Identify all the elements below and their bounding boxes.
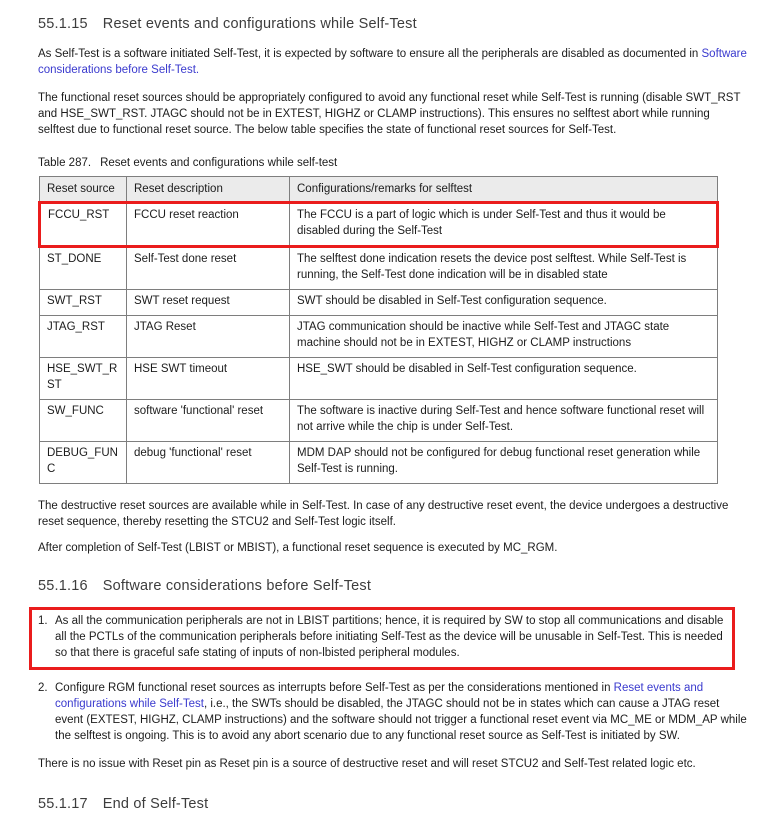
list-item-1 xyxy=(38,613,724,661)
table-row-st-done xyxy=(40,247,718,290)
cell-remarks: The software is inactive during Self-Test and hence software functional reset will not arrive while the chip is under Self-Test. xyxy=(290,400,718,442)
cell-reset-description: debug 'functional' reset xyxy=(127,442,290,484)
cell-reset-source: DEBUG_FUNC xyxy=(40,442,127,484)
list-item-2 xyxy=(38,680,750,744)
link-reset-events-and-configurations[interactable]: Reset events and configurations while Self-Test xyxy=(55,682,704,710)
cell-reset-source: HSE_SWT_RST xyxy=(40,358,127,400)
section-title: End of Self-Test xyxy=(102,796,209,812)
section-heading-55-1-15 xyxy=(38,15,747,34)
section-title: Software considerations before Self-Test xyxy=(102,578,372,594)
cell-reset-source: FCCU_RST xyxy=(40,203,127,247)
section-title: Reset events and configurations while Self-Test xyxy=(102,16,417,32)
cell-reset-description: FCCU reset reaction xyxy=(127,203,290,247)
list-item-text: As all the communication peripherals are not in LBIST partitions; hence, it is required by SW to stop all communications and disable all the PCTLs of the communication peripherals before initiating Self-Test as the device will be unusable in Self-Test. This is needed so that there is graceful safe stating of inputs of non-lbisted peripheral modules. xyxy=(55,615,724,659)
table-caption-label: Table 287. xyxy=(38,157,92,169)
list-item-number: 1. xyxy=(38,615,48,627)
list-item-text-after: , i.e., the SWTs should be disabled, the JTAGC should not be in states which can cause a JTAG reset event (EXTEST, HIGHZ, CLAMP instructions) and the software should not trigger a functional reset event via MC_ME or MDM_AP while the selftest is ongoing. This is to avoid any abort scenario due to any functional reset source as Self-Test is initiated by SW. xyxy=(55,698,747,742)
highlight-box-consideration-1 xyxy=(29,607,735,670)
table-row-swt-rst xyxy=(40,290,718,316)
cell-remarks: HSE_SWT should be disabled in Self-Test configuration sequence. xyxy=(290,358,718,400)
table-row-fccu-rst-highlight-box xyxy=(40,203,718,247)
column-header-configurations-remarks: Configurations/remarks for selftest xyxy=(290,177,718,203)
table-row-debug-func xyxy=(40,442,718,484)
cell-reset-source: JTAG_RST xyxy=(40,316,127,358)
cell-remarks: The FCCU is a part of logic which is under Self-Test and thus it would be disabled during the Self-Test xyxy=(290,203,718,247)
cell-reset-description: software 'functional' reset xyxy=(127,400,290,442)
cell-reset-description: HSE SWT timeout xyxy=(127,358,290,400)
table-caption xyxy=(38,155,747,171)
table-header-row xyxy=(40,177,718,203)
cell-reset-description: Self-Test done reset xyxy=(127,247,290,290)
cell-remarks: MDM DAP should not be configured for debug functional reset generation while Self-Test is running. xyxy=(290,442,718,484)
link-software-considerations-before-self-test[interactable]: Software considerations before Self-Test. xyxy=(38,48,747,76)
cell-remarks: SWT should be disabled in Self-Test configuration sequence. xyxy=(290,290,718,316)
paragraph-after-completion: After completion of Self-Test (LBIST or MBIST), a functional reset sequence is executed by MC_RGM. xyxy=(38,542,558,554)
section-heading-55-1-16 xyxy=(38,577,747,596)
list-item-text-before: Configure RGM functional reset sources as interrupts before Self-Test as per the considerations mentioned in xyxy=(55,682,614,694)
considerations-list xyxy=(38,607,747,744)
table-row-jtag-rst xyxy=(40,316,718,358)
reset-events-table xyxy=(38,176,719,484)
table-row-hse-swt-rst xyxy=(40,358,718,400)
table-caption-text: Reset events and configurations while self-test xyxy=(100,157,338,169)
section-number: 55.1.15 xyxy=(38,16,88,32)
paragraph-reset-pin: There is no issue with Reset pin as Reset pin is a source of destructive reset and will reset STCU2 and Self-Test related logic etc. xyxy=(38,758,696,770)
cell-remarks: JTAG communication should be inactive while Self-Test and JTAGC state machine should not be in EXTEST, HIGHZ or CLAMP instructions xyxy=(290,316,718,358)
column-header-reset-source: Reset source xyxy=(40,177,127,203)
paragraph-selftest-software-initiated xyxy=(38,46,748,78)
section-number: 55.1.17 xyxy=(38,796,88,812)
cell-reset-source: ST_DONE xyxy=(40,247,127,290)
section-heading-55-1-17 xyxy=(38,795,747,814)
paragraph-destructive-reset-sources: The destructive reset sources are available while in Self-Test. In case of any destructive reset event, the device undergoes a destructive reset sequence, thereby resetting the STCU2 and Self-Test logic itself. xyxy=(38,500,729,528)
column-header-reset-description: Reset description xyxy=(127,177,290,203)
cell-reset-source: SW_FUNC xyxy=(40,400,127,442)
paragraph-text: As Self-Test is a software initiated Self-Test, it is expected by software to ensure all the peripherals are disabled as documented in xyxy=(38,48,702,60)
cell-reset-source: SWT_RST xyxy=(40,290,127,316)
paragraph-functional-reset-sources: The functional reset sources should be appropriately configured to avoid any functional reset while Self-Test is running (disable SWT_RST and HSE_SWT_RST. JTAGC should not be in EXTEST, HIGHZ or CLAMP instructions). This ensures no selftest abort while running selftest due to functional reset source. The below table specifies the state of functional reset sources for Self-Test. xyxy=(38,92,741,136)
cell-reset-description: JTAG Reset xyxy=(127,316,290,358)
section-number: 55.1.16 xyxy=(38,578,88,594)
cell-remarks: The selftest done indication resets the device post selftest. While Self-Test is running, the Self-Test done indication will be in disabled state xyxy=(290,247,718,290)
list-item-number: 2. xyxy=(38,682,48,694)
table-row-sw-func xyxy=(40,400,718,442)
cell-reset-description: SWT reset request xyxy=(127,290,290,316)
list-item-text xyxy=(55,680,750,744)
